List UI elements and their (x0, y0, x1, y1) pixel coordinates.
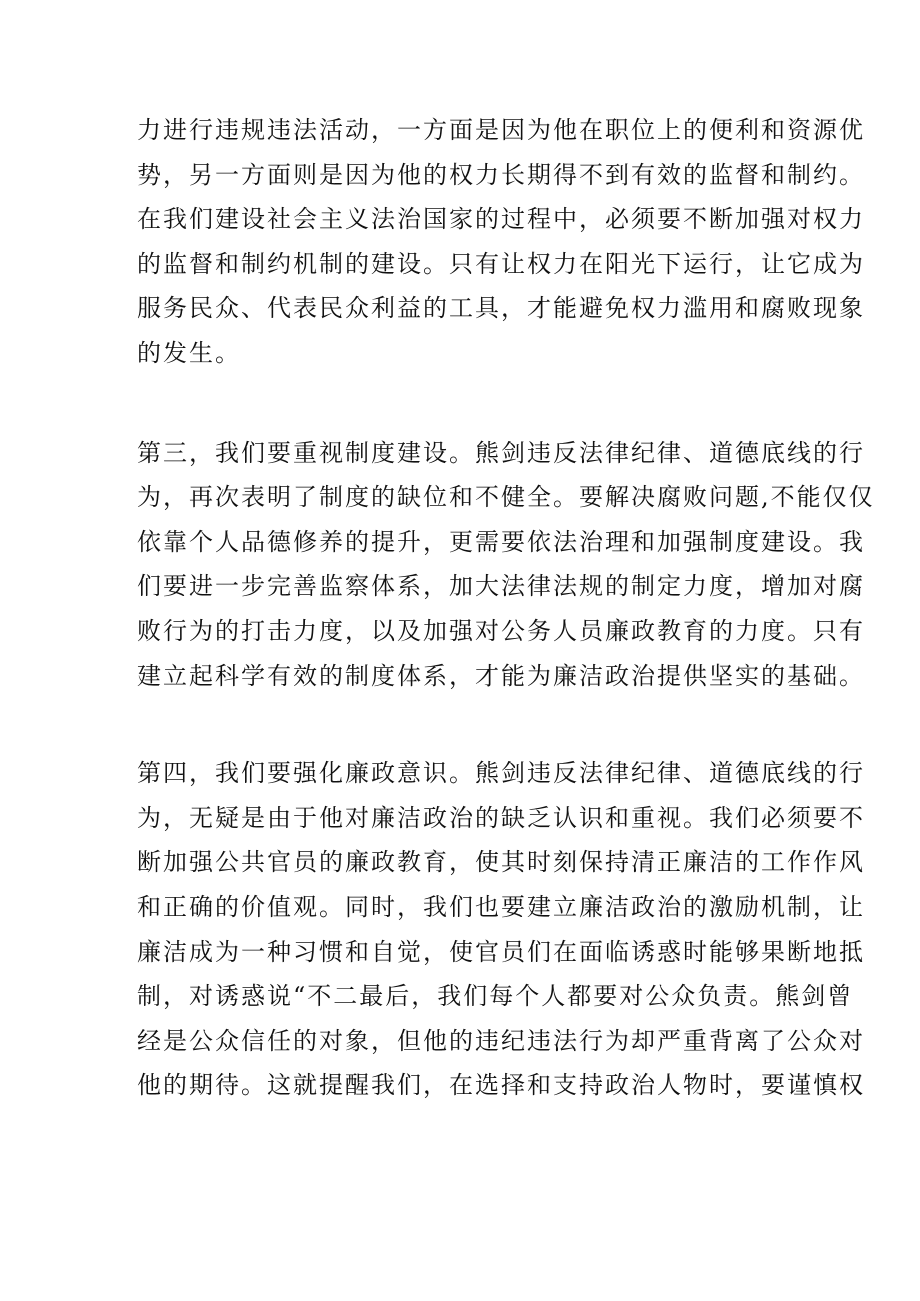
text-line: 经是公众信任的对象，但他的违纪违法行为却严重背离了公众对 (137, 1026, 865, 1055)
text-line: 势，另一方面则是因为他的权力长期得不到有效的监督和制约。 (137, 160, 865, 189)
text-line: 力进行违规违法活动，一方面是因为他在职位上的便利和资源优 (137, 116, 865, 144)
text-line: 的发生。 (137, 338, 241, 367)
text-line: 败行为的打击力度，以及加强对公务人员廉政教育的力度。只有 (137, 616, 865, 645)
text-line: 断加强公共官员的廉政教育，使其时刻保持清正廉洁的工作作风 (137, 848, 865, 877)
paragraph-spacer (137, 698, 787, 751)
document-body (137, 108, 875, 1108)
text-line: 的监督和制约机制的建设。只有让权力在阳光下运行，让它成为 (137, 249, 865, 278)
text-line: 在我们建设社会主义法治国家的过程中，必须要不断加强对权力 (137, 205, 865, 234)
text-line: 第四，我们要强化廉政意识。熊剑违反法律纪律、道德底线的行 (137, 759, 865, 788)
text-line: 廉洁成为一种习惯和自觉，使官员们在面临诱惑时能够果断地抵 (137, 937, 865, 966)
paragraph-3 (137, 751, 865, 1108)
text-line: 他的期待。这就提醒我们，在选择和支持政治人物时，要谨慎权 (137, 1071, 865, 1100)
text-line: 们要进一步完善监察体系，加大法律法规的制定力度，增加对腐 (137, 572, 865, 601)
text-line: 第三，我们要重视制度建设。熊剑违反法律纪律、道德底线的行 (137, 438, 865, 467)
text-line: 制，对诱惑说“不二最后，我们每个人都要对公众负责。熊剑曾 (137, 982, 854, 1011)
paragraph-2 (137, 431, 875, 699)
paragraph-1 (137, 108, 865, 376)
text-line: 服务民众、代表民众利益的工具，才能避免权力滥用和腐败现象 (137, 294, 865, 323)
text-line: 依靠个人品德修养的提升，更需要依法治理和加强制度建设。我 (137, 527, 865, 556)
text-line: 建立起科学有效的制度体系，才能为廉洁政治提供坚实的基础。 (137, 661, 865, 690)
text-line: 为，再次表明了制度的缺位和不健全。要解决腐败问题,不能仅仅 (137, 483, 875, 512)
text-line: 和正确的价值观。同时，我们也要建立廉洁政治的激励机制，让 (137, 892, 865, 921)
text-line: 为，无疑是由于他对廉洁政治的缺乏认识和重视。我们必须要不 (137, 803, 865, 832)
paragraph-spacer (137, 376, 787, 431)
